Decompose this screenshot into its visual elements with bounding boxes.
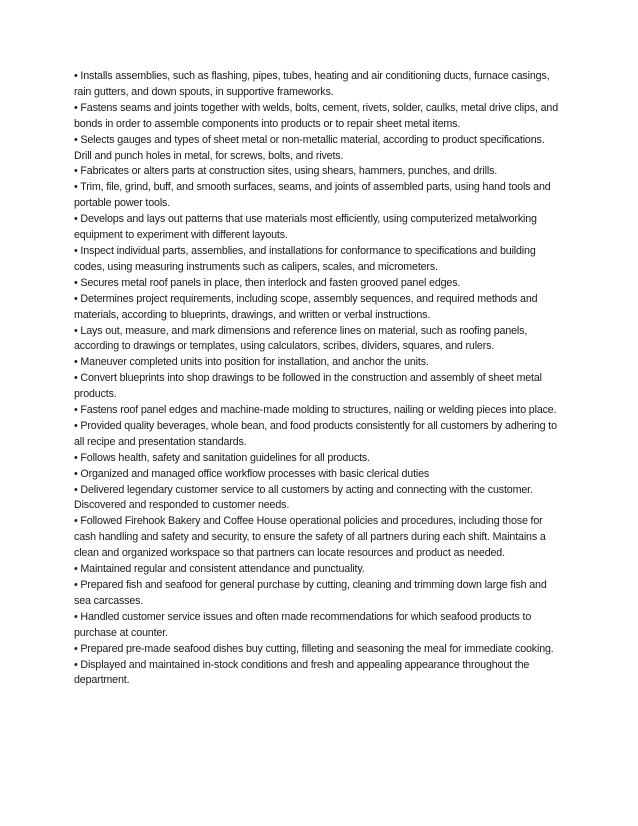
list-item: • Displayed and maintained in-stock conditions and fresh and appealing appearance throughout the department.	[74, 658, 530, 687]
list-item: • Fastens roof panel edges and machine-made molding to structures, nailing or welding pieces into place.	[74, 404, 557, 417]
list-item: • Secures metal roof panels in place, then interlock and fasten grooved panel edges.	[74, 276, 461, 289]
list-item: • Develops and lays out patterns that use materials most efficiently, using computerized metalworking equipment to experiment with different layouts.	[74, 213, 537, 242]
list-item: • Lays out, measure, and mark dimensions and reference lines on material, such as roofing panels, according to drawings or templates, using calculators, scribes, dividers, squares, and rulers.	[74, 324, 528, 353]
list-item: • Installs assemblies, such as flashing, pipes, tubes, heating and air conditioning ducts, furnace casings, rain gutters, and down spouts, in supportive frameworks.	[74, 70, 550, 98]
list-item: • Prepared pre-made seafood dishes buy cutting, filleting and seasoning the meal for immediate cooking.	[74, 642, 554, 655]
list-item: • Selects gauges and types of sheet metal or non-metallic material, according to product specifications. Drill and punch holes in metal, for screws, bolts, and rivets.	[74, 133, 545, 162]
list-item: • Determines project requirements, including scope, assembly sequences, and required methods and materials, according to blueprints, drawings, and written or verbal instructions.	[74, 292, 538, 321]
list-item: • Maneuver completed units into position for installation, and anchor the units.	[74, 356, 429, 369]
list-item: • Follows health, safety and sanitation guidelines for all products.	[74, 451, 370, 464]
list-item: • Trim, file, grind, buff, and smooth surfaces, seams, and joints of assembled parts, using hand tools and portable power tools.	[74, 181, 551, 210]
list-item: • Provided quality beverages, whole bean, and food products consistently for all customers by adhering to all recipe and presentation standards.	[74, 419, 557, 448]
bullet-list	[74, 69, 564, 689]
list-item: • Inspect individual parts, assemblies, and installations for conformance to specifications and building codes, using measuring instruments such as calipers, scales, and micrometers.	[74, 244, 536, 273]
list-item: • Maintained regular and consistent attendance and punctuality.	[74, 563, 365, 576]
list-item: • Convert blueprints into shop drawings to be followed in the construction and assembly of sheet metal products.	[74, 372, 542, 401]
list-item: • Fastens seams and joints together with welds, bolts, cement, rivets, solder, caulks, metal drive clips, and bonds in order to assemble components into products or to repair sheet metal items.	[74, 101, 558, 130]
list-item: • Delivered legendary customer service to all customers by acting and connecting with the customer. Discovered and responded to customer needs.	[74, 483, 533, 512]
list-item: • Followed Firehook Bakery and Coffee House operational policies and procedures, including those for cash handling and safety and security, to ensure the safety of all partners during each shift. Maintains a clean and organized workspace so that partners can locate resources and product as needed.	[74, 515, 546, 560]
list-item: • Handled customer service issues and often made recommendations for which seafood products to purchase at counter.	[74, 610, 532, 639]
list-item: • Fabricates or alters parts at construction sites, using shears, hammers, punches, and drills.	[74, 165, 498, 178]
list-item: • Organized and managed office workflow processes with basic clerical duties	[74, 467, 430, 480]
list-item: • Prepared fish and seafood for general purchase by cutting, cleaning and trimming down large fish and sea carcasses.	[74, 579, 547, 607]
